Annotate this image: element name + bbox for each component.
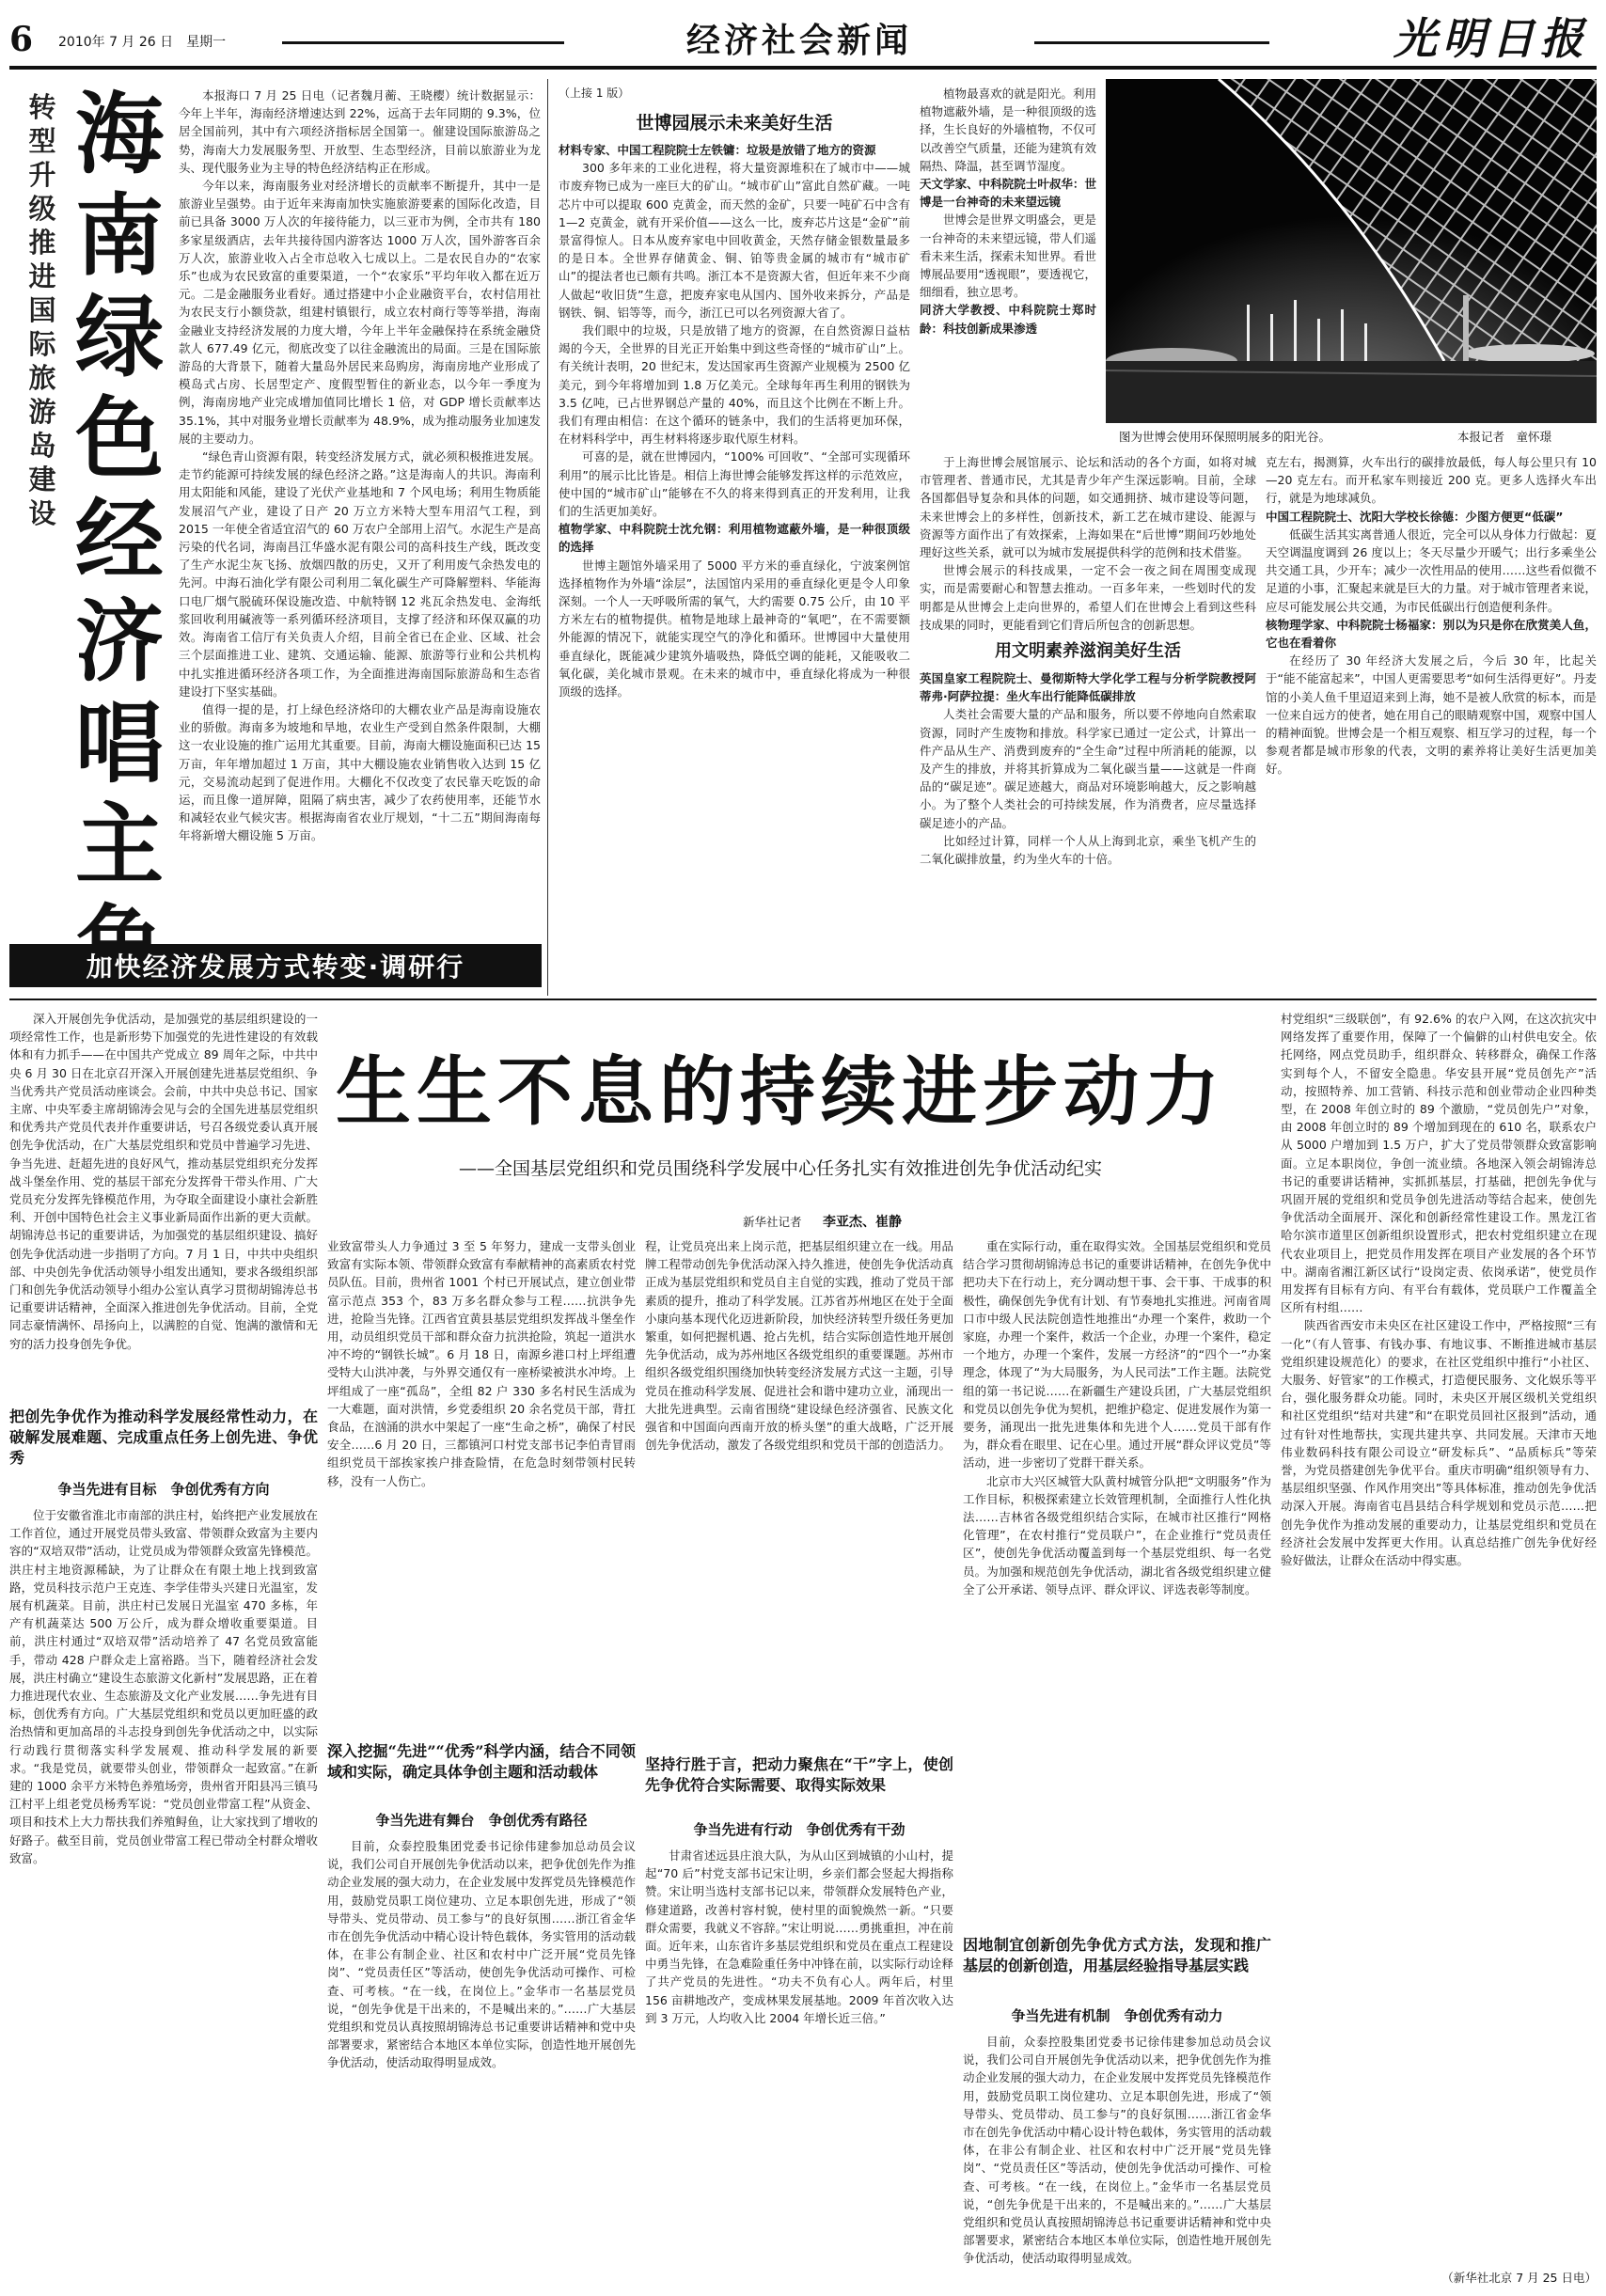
report-para: 村党组织“三级联创”，有 92.6% 的农户入网，在这次抗灾中网络发挥了重要作用，保障了一个偏僻的山村供电安全。依托网络，网点党员助手，组织群众、转移群众，确保工作落实到每个人，不留安全隐患。华安县开展“党员创先产”活动，按照特养、加工营销、科技示范和创业带动企业四种类型，在 2008 年创立时的 89 个激励，“党员创先户”对象，由 2008 年创立时的 89 个增加到现在的 610 名，联系农户从 5000 户增加到 1.5 万户，扩大了党员带领群众致富影响面。立足本职岗位，争创一流业绩。各地深入领会胡锦涛总书记的重要讲话精神，实抓抓基层，打基础，把创先争优与巩固开展的党组织和党员争创先进活动等结合起来，使创先争优活动全面展开、深化和创新经常性建设工作。黑龙江省哈尔滨市道里区创新组织设置形式，把农村党组织建立在现代农业项目上，把党员作用发挥在项目产业发展的各个环节中。湖南省湘江新区试行“设岗定责、依岗承诺”，使党员作用发挥有目标有方向、有平台有载体，党员联户工作覆盖全区所有村组……: [1281, 1012, 1597, 1315]
expo-para: 可喜的是，就在世博园内，“100% 可回收”、“全部可实现循环利用”的展示比比皆是。相信上海世博会能够发挥这样的示范效应，使中国的“城市矿山”能够在不久的将来得到真正的开发利用，让我们的生活更加美好。: [559, 449, 910, 519]
pull-quote-1: 把创先争优作为推动科学发展经常性动力，在破解发展难题、完成重点任务上创先进、争优秀: [9, 1407, 318, 1467]
expo-subtitle: 用文明素养滋润美好生活: [995, 641, 1181, 662]
expo-para: 植物学家、中科院院士沈允钢：利用植物遮蔽外墙，是一种很顶级的选择: [559, 522, 910, 555]
expo-para: 在经历了 30 年经济大发展之后，今后 30 年，比起关于“能不能富起来”，中国人更需要思考“如何生活得更好”。丹麦馆的小美人鱼千里迢迢来到上海，她不是被人欣赏的标本，而是一位来自远方的使者，她在用自己的眼睛观察中国，观察中国人的精神面貌。世博会是一个相互观察、相互学习的过程，每一个参观者都是城市形象的代表，文明的素养将让美好生活更加美好。: [1266, 653, 1597, 777]
report-para: 深入开展创先争优活动，是加强党的基层组织建设的一项经常性工作，也是新形势下加强党的先进性建设的有效载体和有力抓手——在中国共产党成立 89 周年之际，中共中央 6 月 30 日在北京召开深入开展创建先进基层党组织、争当优秀共产党员活动座谈会。会前，中共中央总书记、国家主席、中央军委主席胡锦涛会见与会的全国先进基层党组织和优秀共产党员代表并作重要讲话，号召各级党委认真开展创先争优活动，在广大基层党组织和党员中普遍学习先进、争当先进、赶超先进的良好风气，推动基层党组织充分发挥战斗堡垒作用、党的基层干部充分发挥骨干带头作用、广大党员充分发挥先锋模范作用，为夺取全面建设小康社会新胜利、开创中国特色社会主义事业新局面作出新的更大贡献。胡锦涛总书记的重要讲话，为加强党的基层组织建设、搞好创先争优活动进一步指明了方向。7 月 1 日，中共中央组织部、中央创先争优活动领导小组发出通知，要求各级组织部门和创先争优活动领导小组办公室认真学习贯彻胡锦涛总书记重要讲话精神，全面深入推进创先争优活动。目前，全党同志豪情满怀、昂扬向上，以满腔的自觉、饱满的激情和无穷的活力投身创先争优。: [9, 1012, 318, 1351]
byline-names: 李亚杰、崔静: [822, 1215, 902, 1230]
expo-para: 世博会是世界文明盛会，更是一台神奇的未来望远镜，带人们遥看未来生活，探索未知世界。看世博展品要用“透视眼”，要透视它，细细看，独立思考。: [920, 212, 1096, 300]
pull-quote-4: 因地制宜创新创先争优方式方法，发现和推广基层的创新创造，用基层经验指导基层实践: [963, 1936, 1271, 1974]
report-col-2a: [327, 1237, 636, 1732]
report-subheadline: ——全国基层党组织和党员围绕科学发展中心任务扎实有效推进创先争优活动纪实: [458, 1158, 1102, 1179]
expo-para: 天文学家、中科院院士叶叔华：世博是一台神奇的未来望远镜: [920, 177, 1096, 210]
hainan-headline: 海南绿色经济唱主: [74, 84, 164, 897]
column-rule: [547, 79, 548, 996]
report-headline: 生生不息的持续进步动力: [336, 1047, 1225, 1136]
header-divider: [9, 66, 1597, 70]
report-col-2b: [327, 1837, 636, 2287]
report-col-3a: [645, 1237, 953, 1747]
expo-para: 比如经过计算，同样一个人从上海到北京，乘坐飞机产生的二氧化碳排放量，约为坐火车的十倍。: [920, 833, 1256, 867]
report-col-1b: [9, 1506, 318, 2287]
pull-quote-3: 坚持行胜于言，把动力聚焦在“干”字上，使创先争优符合实际需要、取得实际效果: [645, 1755, 953, 1794]
expo-title: 世博园展示未来美好生活: [636, 113, 833, 134]
byline-label: 新华社记者: [743, 1215, 802, 1229]
report-col-4a: [963, 1237, 1271, 1929]
report-para: 陕西省西安市未央区在社区建设工作中，严格按照“三有一化”（有人管事、有钱办事、有地议事、不断推进城市基层党组织建设规范化）的要求，在社区党组织中推行“小社区、大服务、好管家”的工作模式，打造便民服务、文化娱乐等平台，强化服务群众功能。同时，未央区开展区级机关党组织和社区党组织“结对共建”和“在职党员回社区报到”活动，通过有针对性地帮扶，实现共建共享、共同发展。天津市天地伟业数码科技有限公司设立“研发标兵”、“品质标兵”等荣誉，为党员搭建创先争优平台。重庆市明确“组织领导有力、基层组织坚强、作风作用突出”等具体标准，推动创先争优活动深入开展。海南省屯昌县结合科学规划和党员示范……把创先争优作为推动发展的重要动力，让基层党组织和党员在经济社会发展中发挥更大作用。认真总结推广创先争优好经验好做法，让群众在活动中得实惠。: [1281, 1318, 1597, 1568]
issue-date: 2010年 7 月 26 日 星期一: [58, 35, 227, 50]
subhead-3: 争当先进有行动 争创优秀有干劲: [693, 1821, 905, 1838]
photo-caption: 图为世博会使用环保照明展多的阳光谷。: [1119, 430, 1331, 444]
expert-lead: 植物学家、中科院院士沈允钢：: [559, 522, 729, 537]
expert-lead: 材料专家、中国工程院院士左铁镛：: [559, 143, 748, 157]
report-end-note: （新华社北京 7 月 25 日电）: [1441, 2271, 1597, 2285]
report-para: 北京市大兴区城管大队黄村城管分队把“文明服务”作为工作目标，积极探索建立长效管理机制，全面推行人性化执法……吉林省各级党组织结合实际，在城市社区推行“网格化管理”，在农村推行“党员联户”，在企业推行“党员责任区”，使创先争优活动覆盖到每一个基层党组织、每一名党员。为加强和规范创先争优活动，湖北省各级党组织建立健全了公开承诺、领导点评、群众评议、评选表彰等制度。: [963, 1473, 1271, 1596]
expo-col-c: [920, 453, 1256, 985]
expert-lead: 核物理学家、中科院院士杨福家：: [1266, 617, 1443, 632]
expo-photo: [1106, 79, 1597, 423]
series-banner: [9, 944, 542, 987]
section-title: 经济社会新闻: [685, 22, 912, 60]
page-number: 6: [9, 20, 34, 59]
report-para: 甘肃省述远县庄浪大队，为从山区到城镇的小山村，提起“70 后”村党支部书记宋让明，乡亲们都会竖起大拇指称赞。宋让明当选村支部书记以来，带领群众发展特色产业，修建道路，改善村容村貌，使村里的面貌焕然一新。“只要群众需要，我就义不容辞。”宋让明说……勇挑重担，冲在前面。近年来，山东省许多基层党组织和党员在重点工程建设中勇当先锋，在急难险重任务中冲锋在前，以实际行动诠释了共产党员的先进性。“功夫不负有心人。两年后，村里 156 亩耕地改产，变成林果发展基地。2009 年首次收入达到 3 万元，人均收入比 2004 年增长近三倍。”: [645, 1848, 953, 2025]
report-col-3b: [645, 1847, 953, 2287]
expo-kicker: （上接 1 版）: [559, 86, 630, 100]
pull-quote-2: 深入挖掘“先进”“优秀”科学内涵，结合不同领域和实际，确定具体争创主题和活动载体: [327, 1742, 636, 1781]
expo-para: 人类社会需要大量的产品和服务，所以要不停地向自然索取资源，同时产生废物和排放。科学家已通过一定公式，计算出一件产品从生产、消费到废弃的“全生命”过程中所消耗的能源，以及产生的排放，并将其折算成为二氧化碳当量——这就是一件商品的“碳足迹”。碳足迹越大，商品对环境影响越大，反之影响越小。为了整个人类社会的可持续发展，作为消费者，应尽量选择碳足迹小的产品。: [920, 707, 1256, 830]
expo-para: 于上海世博会展馆展示、论坛和活动的各个方面，如将对城市管理者、普通市民，尤其是青少年产生深远影响。目前，全球各国都倡导复杂和具体的问题，如交通拥挤、城市建设等问题，未来世博会上的多样性，创新技术，新工艺在城市建设、能源与资源等方面作出了有效探索，上海如果在“后世博”期间巧妙地处理好这些关系，就可以为城市发展提供科学的范例和技术借鉴。: [920, 455, 1256, 560]
report-para: 目前，众泰控股集团党委书记徐伟建参加总动员会议说，我们公司自开展创先争优活动以来，把争优创先作为推动企业发展的强大动力，在企业发展中发挥党员先锋模范作用，鼓励党员职工岗位建功、立足本职创先进，形成了“领导带头、党员带动、员工参与”的良好氛围……浙江省金华市在创先争优活动中精心设计特色载体，务实管用的活动载体，在非公有制企业、社区和农村中广泛开展“党员先锋岗”、“党员责任区”等活动，使创先争优活动可操作、可检查、可考核。“在一线，在岗位上。”金华市一名基层党员说，“创先争优是干出来的，不是喊出来的。”……广大基层党组织和党员认真按照胡锦涛总书记重要讲话精神和党中央部署要求，紧密结合本地区本单位实际，创造性地开展创先争优活动，使活动取得明显成效。: [327, 1839, 636, 2070]
report-para: 业致富带头人力争通过 3 至 5 年努力，建成一支带头创业致富有实际本领、带领群众致富有奉献精神的高素质农村党员队伍。目前，贵州省 1001 个村已开展试点，建立创业带富示范点 353 个，83 万多名群众参与工程……抗洪争先进，抢险当先锋。江西省宜黄县基层党组织发挥战斗堡垒作用，动员组织党员干部和群众奋力抗洪抢险，筑起一道洪水冲不垮的“钢铁长城”。6 月 18 日，南源乡港口村上坪组遭受特大山洪冲袭，与外界交通仅有一座桥梁被洪水冲垮。上坪组成了一座“孤岛”，全组 82 户 330 多名村民生活成为一大难题，面对洪情，乡党委组织 20 余名党员干部，背扛食品，在汹涌的洪水中架起了一座“生命之桥”，确保了村民安全……6 月 20 日，三都镇河口村党支部书记李伯青冒雨组织党员干部挨家挨户排查险情，在危急时刻带领村民转移，没有一人伤亡。: [327, 1239, 636, 1488]
expo-para: 核物理学家、中科院院士杨福家：别以为只是你在欣赏美人鱼，它也在看着你: [1266, 617, 1597, 651]
expo-para: 我们眼中的垃圾，只是放错了地方的资源，在自然资源日益枯竭的今天，全世界的目光正开始集中到这些奇怪的“城市矿山”上。有关统计表明，20 世纪末，发达国家再生资源产业规模为 2500 亿美元，到今年将增加到 1.8 万亿美元。全球每年再生利用的钢铁为 3.5 亿吨，已占世界钢总产量的 40%，而且这个比例在不断上升。我们有理由相信：在这个循环的链条中，我们的生活将更加环保，在材料科学中，再生材料将逐步取代原生材料。: [559, 323, 910, 447]
report-byline: [743, 1213, 902, 1232]
expo-para: 同济大学教授、中科院院士郑时龄：科技创新成果渗透: [920, 303, 1096, 336]
hainan-para: 本报海口 7 月 25 日电（记者魏月蘅、王晓樱）统计数据显示：今年上半年，海南经济增速达到 22%，远高于去年同期的 9.3%，位居全国前列，其中有六项经济指标居全国第一。催建设国际旅游岛之势，海南大力发展服务型、开放型、生态型经济，目前以旅游业为龙头、现代服务业为主导的特色经济结构正在形成。: [179, 88, 541, 175]
hainan-para: 值得一提的是，打上绿色经济烙印的大棚农业产品是海南设施农业的骄傲。海南多为坡地和旱地，农业生产受到自然条件限制，大棚这一农业设施的推广运用尤其重要。目前，海南大棚设施面积已达 15 万亩，年年增加超过 1 万亩，其中大棚设施农业销售收入达到 15 亿元，交易流动起到了促进作用。大棚化不仅改变了农民靠天吃饭的命运，而且像一道屏障，阻隔了病虫害，减少了农药使用率，还能节水和减轻农业气候灾害。根据海南省农业厅规划，“十二五”期间海南每年将新增大棚设施 5 万亩。: [179, 701, 541, 843]
expo-para: 300 多年来的工业化进程，将大量资源堆积在了城市中——城市废弃物已成为一座巨大的矿山。“城市矿山”富此自然矿藏。一吨芯片中可以提取 600 克黄金，而天然的金矿，只要一吨矿石中含有 1—2 克黄金，就有开采价值——这么一比，废弃芯片这是“金矿”前景富得惊人。日本从废弃家电中回收黄金，天然存储金银数量最多的是日本。全世界存储黄金、铜、铂等贵金属的城市有“城市矿山”的提法者也已颇有共鸣。浙江本不是资源大省，但近年来不少商人做起“收旧货”生意，把废弃家电从国内、国外收来拆分，产品是钢铁、铜、铝等等，而今，浙江已可以名列资源大省了。: [559, 161, 910, 320]
expo-col-d: [1266, 453, 1597, 985]
expert-lead: 同济大学教授、中科院院士郑时龄：: [920, 303, 1096, 336]
expert-lead: 中国工程院院士、沈阳大学校长徐德：: [1266, 509, 1466, 524]
subhead-2: 争当先进有舞台 争创优秀有路径: [375, 1812, 588, 1829]
report-para: 程，让党员亮出来上岗示范，把基层组织建立在一线。用品牌工程带动创先争优活动深入持久推进，使创先争优活动真正成为基层党组织和党员自主自觉的实践，推动了党员干部素质的提升，推动了科学发展。江苏省苏州地区在处于全面小康向基本现代化迈进新阶段，加快经济转型升级任务更加繁重，如何把握机遇、抢占先机，结合实际创造性地开展创先争优活动，成为苏州地区各级党组织的重要课题。苏州市组织各级党组织围绕加快转变经济发展方式这一主题，引导党员在推动科学发展、促进社会和谐中建功立业，涌现出一大批先进典型。云南省围绕“建设绿色经济强省、民族文化强省和中国面向西南开放的桥头堡”的重大战略，广泛开展创先争优活动，激发了各级党组织和党员干部的创造活力。: [645, 1239, 953, 1453]
expo-para: 英国皇家工程院院士、曼彻斯特大学化学工程与分析学院教授阿蒂弗·阿萨拉提：坐火车出行能降低碳排放: [920, 671, 1256, 704]
section-divider: [9, 999, 1597, 1000]
expo-col-a: [559, 141, 910, 987]
hainan-vertical-subtitle: 转型升级推进国际旅游岛建设: [28, 91, 56, 529]
expo-para: 低碳生活其实离普通人很近，完全可以从身体力行做起：夏天空调温度调到 26 度以上；冬天尽量少开暖气；出行多乘坐公共交通工具，少开车；减少一次性用品的使用……这些看似微不足道的小事，汇聚起来就是巨大的力量。对于城市管理者来说，应尽可能发展公共交通，为市民低碳出行创造便利条件。: [1266, 527, 1597, 614]
report-col-5: [1281, 1010, 1597, 2270]
expo-col-b: [920, 85, 1096, 447]
subhead-1: 争当先进有目标 争创优秀有方向: [57, 1481, 270, 1498]
expo-para: 克左右，揭测算，火车出行的碳排放最低，每人每公里只有 10—20 克左右。而开私家车则接近 200 克。更多人选择火车出行，就是为地球减负。: [1266, 455, 1597, 506]
report-para: 重在实际行动，重在取得实效。全国基层党组织和党员结合学习贯彻胡锦涛总书记的重要讲话精神，在创先争优中把功夫下在行动上，充分调动想干事、会干事、干成事的积极性，确保创先争优有计划、有节奏地扎实推进。河南省周口市中级人民法院创造性地推出“办理一个案件，救助一个家庭，办理一个案件，救活一个企业，办理一个案件，稳定一个地方，办理一个案件，发展一方经济”的“四个一”办案理念，体现了“为大局服务，为人民司法”工作主题。法院党组的第一书记说……在新疆生产建设兵团，广大基层党组织和党员以创先争优为契机，把维护稳定、促进发展作为第一要务，涌现出一批先进集体和先进个人……党员干部有作为，群众看在眼里、记在心里。通过开展“群众评议党员”等活动，进一步密切了党群干群关系。: [963, 1239, 1271, 1470]
report-para: 位于安徽省淮北市南部的洪庄村，始终把产业发展放在工作首位，通过开展党员带头致富、带领群众致富为主要内容的“双培双带”活动，让党员成为带领群众致富先锋模范。洪庄村主地资源稀缺，为了让群众在有限土地上找到致富路，党员科技示范户王克连、李学佳带头兴建日光温室，发展有机蔬菜。目前，洪庄村已发展日光温室 470 多栋，年产有机蔬菜达 500 万公斤，成为群众增收重要渠道。目前，洪庄村通过“双培双带”活动培养了 47 名党员致富能手，带动 428 户群众走上富裕路。当下，随着经济社会发展，洪庄村确立“建设生态旅游文化新村”发展思路，正在着力推进现代农业、生态旅游及文化产业发展……争先进有目标，创优秀有方向。广大基层党组织和党员以更加旺盛的政治热情和更加高昂的斗志投身到创先争优活动之中，以实际行动践行贯彻落实科学发展观、推动科学发展的新要求。“我是党员，就要带头创业，带领群众一起致富。”在新建的 1000 余平方米特色养殖场旁，贵州省开阳县冯三镇马江村平上组老党员杨秀军说：“党员创业带富工程”从资金、项目和技术上大力帮扶我们养殖鲟鱼，让大家找到了增收的好路子。截至目前，党员创业带富工程已带动全村群众增收致富。: [9, 1508, 318, 1865]
expo-para: 世博主题馆外墙采用了 5000 平方米的垂直绿化，宁波案例馆选择植物作为外墙“涂层”，法国馆内采用的垂直绿化更是令人印象深刻。一个人一天呼吸所需的氧气，大约需要 0.75 公斤，由 10 平方米左右的植物提供。植物是地球上最神奇的“氧吧”，在不需要额外能源的情况下，就能实现空气的净化和循环。世博园中大量使用垂直绿化，既能减少建筑外墙吸热，降低空调的能耗，又能吸收二氧化碳，美化城市景观。在未来的城市中，垂直绿化将成为一种很顶级的选择。: [559, 558, 910, 700]
expo-para: 中国工程院院士、沈阳大学校长徐德：少图方便更“低碳”: [1266, 509, 1564, 524]
page-header: [0, 0, 1606, 66]
header-rule-left: [282, 41, 564, 44]
hainan-para: 今年以来，海南服务业对经济增长的贡献率不断提升，其中一是旅游业呈强势。由于近年来海南加快实施旅游要素的国际化改造，目前已具备 3000 万人次的年接待能力，以三亚市为例，全市共有 180 多家星级酒店，去年共接待国内游客达 1000 万人次，国外游客百余万人次，旅游业收入占全市总收入七成以上。二是农民自办的“农家乐”也成为农民致富的重要渠道，一个“农家乐”平均年收入都在近万元。二是金融服务业看好。通过搭建中小企业融资平台，农村信用社为农民支行小额贷款，组建村镇银行，成立农村商行等等举措，海南金融业支持经济发展的力度大增，今年上半年金融保持在系统金融贷款人 677.49 亿元，彻底改变了以往金融流出的局面。三是在国际旅游岛的大背景下，随着大量岛外居民来岛购房，海南房地产业形成了模岛式占房、长居型定产、度假型暂住的新业态，以今年一季度为例，海南房地产业完成增加值同比增长 1 倍，对 GDP 增长贡献率达 35.1%，其中对服务业增长贡献率为 48.9%，成为推动服务业加速发展的主要动力。: [179, 179, 541, 446]
expert-lead: 英国皇家工程院院士、曼彻斯特大学化学工程与分析学院教授阿蒂弗·阿萨拉提：: [920, 671, 1256, 704]
hainan-body: [179, 86, 541, 935]
expo-para: 植物最喜欢的就是阳光。利用植物遮蔽外墙，是一种很顶级的选择，生长良好的外墙植物，不仅可以改善空气质量，还能为建筑有效隔热、降温，甚至调节湿度。: [920, 86, 1096, 173]
header-rule-right: [1034, 41, 1269, 44]
report-col-1a: [9, 1010, 318, 1401]
report-col-4b: [963, 2033, 1271, 2287]
hainan-para: “绿色青山资源有限，转变经济发展方式，就必须积极推进发展。走节约能源可持续发展的绿色经济之路。”这是海南人的共识。海南利用太阳能和风能，建设了光伏产业基地和 7 个风电场；利用生物质能发展沼气产业，建设了日产 20 万立方米特大型车用沼气工程，到 2015 一年使全省适宜沼气的 60 万农户全部用上沼气。水泥生产是高污染的代名词，海南昌江华盛水泥有限公司的高科技生产线，既改变了生产水泥尘灰飞扬、放烟四散的历史，又开了利用废气余热发电的先河。中海石油化学有限公司利用二氧化碳生产可降解塑料、华能海口电厂烟气脱硫环保设施改造、中航特钢 12 兆瓦余热发电、金海纸浆回收利用碱液等一系列循环经济项目，支撑了经济和环保双赢的功效。海南省工信厅有关负责人介绍，目前全省已在企业、区域、社会三个层面推进工业、建筑、交通运输、能源、旅游等行业和公共机构中扎实推进循环经济各项工作，为全面推进海南国际旅游岛和生态省建设打下坚实基础。: [179, 449, 541, 699]
subhead-4: 争当先进有机制 争创优秀有动力: [1011, 2007, 1223, 2024]
masthead-logo: 光明日报: [1393, 13, 1589, 64]
expo-para: 材料专家、中国工程院院士左铁镛：垃圾是放错了地方的资源: [559, 143, 876, 157]
report-para: 目前，众泰控股集团党委书记徐伟建参加总动员会议说，我们公司自开展创先争优活动以来，把争优创先作为推动企业发展的强大动力，在企业发展中发挥党员先锋模范作用，鼓励党员职工岗位建功、立足本职创先进，形成了“领导带头、党员带动、员工参与”的良好氛围……浙江省金华市在创先争优活动中精心设计特色载体，务实管用的活动载体，在非公有制企业、社区和农村中广泛开展“党员先锋岗”、“党员责任区”等活动，使创先争优活动可操作、可检查、可考核。“在一线，在岗位上。”金华市一名基层党员说，“创先争优是干出来的，不是喊出来的。”……广大基层党组织和党员认真按照胡锦涛总书记重要讲话精神和党中央部署要求，紧密结合本地区本单位实际，创造性地开展创先争优活动，使活动取得明显成效。: [963, 2035, 1271, 2266]
series-banner-text: 加快经济发展方式转变·调研行: [86, 951, 465, 983]
sun-valley-illustration: [1106, 79, 1597, 423]
photo-credit: 本报记者 童怀璟: [1457, 430, 1552, 444]
expo-para: 世博会展示的科技成果，一定不会一夜之间在周围变成现实，而是需要耐心和智慧去推动。一百多年来，一些划时代的发明都是从世博会上走向世界的，希望人们在世博会上看到这些科技成果的同时，更能看到它们背后所包含的创新思想。: [920, 563, 1256, 632]
expert-lead: 天文学家、中科院院士叶叔华：: [920, 177, 1085, 192]
